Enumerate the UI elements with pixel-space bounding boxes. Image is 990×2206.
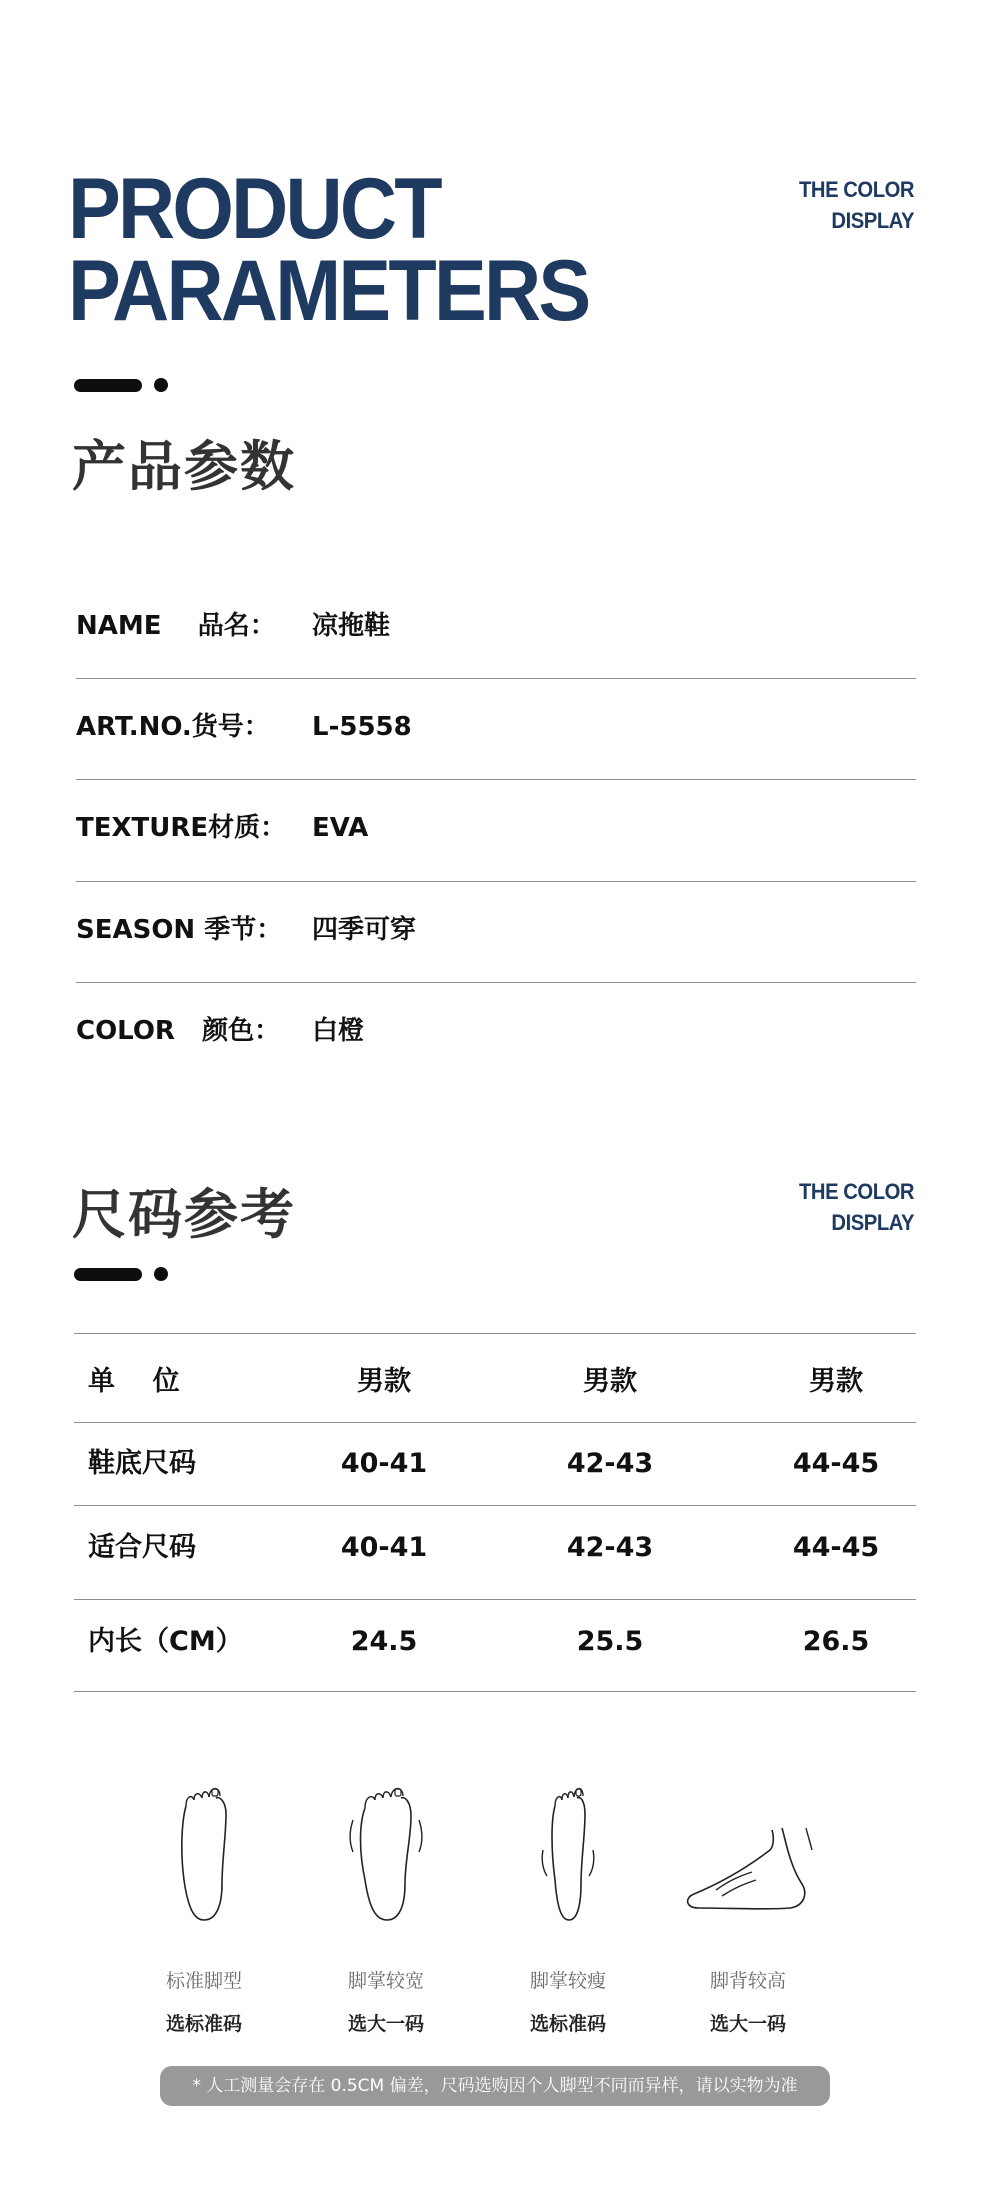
wide-forefoot-icon [316, 1780, 456, 1930]
table-cell: 44-45 [792, 1448, 880, 1479]
hero-title-line2: PARAMETERS [68, 243, 589, 339]
standard-foot-icon [134, 1780, 274, 1930]
size-tagline-line1: THE COLOR [798, 1179, 914, 1204]
decor-dot [154, 378, 168, 392]
table-bottom-border [74, 1691, 916, 1692]
foot-type-narrow [498, 1780, 638, 2036]
size-title: 尺码参考 [72, 1183, 296, 1246]
high-instep-icon [666, 1780, 830, 1930]
foot-size-advice: 选标准码 [529, 2013, 606, 2035]
table-cell: 24.5 [350, 1626, 418, 1657]
size-table [74, 1330, 916, 1420]
param-value: EVA [312, 813, 369, 843]
header-cell: 男款 [583, 1366, 637, 1397]
params-title: 产品参数 [72, 435, 296, 498]
hero-title-line1: PRODUCT [68, 161, 440, 257]
foot-size-advice: 选大一码 [347, 2013, 424, 2035]
size-table-header-row [74, 1330, 916, 1420]
tagline-line1: THE COLOR [798, 177, 914, 202]
tagline [799, 174, 914, 236]
size-table-row-fit [74, 1506, 916, 1590]
param-value: 白橙 [312, 1016, 365, 1046]
table-cell: 44-45 [792, 1532, 880, 1563]
param-label: NAME 品名： [76, 611, 276, 641]
decor-dot [154, 1267, 168, 1281]
table-cell: 40-41 [340, 1448, 428, 1479]
table-cell: 42-43 [566, 1532, 654, 1563]
param-label: TEXTURE材质： [76, 813, 287, 843]
foot-type-label: 脚掌较瘦 [529, 1970, 606, 1992]
measurement-note: * 人工测量会存在 0.5CM 偏差，尺码选购因个人脚型不同而异样，请以实物为准 [160, 2066, 830, 2106]
size-tagline-line2: DISPLAY [831, 1210, 914, 1235]
param-value: L-5558 [312, 712, 412, 742]
header-cell: 男款 [357, 1366, 411, 1397]
param-label: SEASON 季节： [76, 915, 283, 945]
table-cell: 42-43 [566, 1448, 654, 1479]
table-row [74, 1506, 916, 1590]
hero-title [68, 161, 589, 339]
foot-type-wide [316, 1780, 456, 2036]
table-row [74, 1422, 916, 1506]
param-row-season [76, 880, 916, 980]
foot-type-label: 标准脚型 [165, 1970, 242, 1992]
decor-pill [74, 379, 142, 392]
table-cell: 26.5 [802, 1626, 870, 1657]
foot-size-advice: 选标准码 [165, 2013, 242, 2035]
narrow-forefoot-icon [498, 1780, 638, 1930]
size-table-row-sole [74, 1422, 916, 1506]
param-value: 四季可穿 [312, 915, 417, 945]
param-row-texture [76, 778, 916, 878]
param-value: 凉拖鞋 [312, 611, 391, 641]
table-cell: 25.5 [576, 1626, 644, 1657]
foot-type-standard [134, 1780, 274, 2036]
param-label: COLOR 颜色： [76, 1016, 281, 1046]
row-label: 内长（CM） [88, 1626, 243, 1657]
param-row-art-no [76, 677, 916, 777]
table-row [74, 1600, 916, 1684]
header-cell: 男款 [809, 1366, 863, 1397]
table-cell: 40-41 [340, 1532, 428, 1563]
foot-type-high-instep [666, 1780, 830, 2036]
size-tagline [799, 1176, 914, 1238]
row-label: 适合尺码 [88, 1532, 196, 1563]
foot-type-label: 脚背较高 [709, 1970, 786, 1992]
decor-pill [74, 1268, 142, 1281]
foot-size-advice: 选大一码 [709, 2013, 786, 2035]
param-row-name [76, 576, 916, 676]
param-label: ART.NO.货号： [76, 712, 270, 742]
row-label: 鞋底尺码 [88, 1448, 196, 1479]
foot-type-label: 脚掌较宽 [347, 1970, 424, 1992]
header-cell-unit: 单 位 [88, 1366, 180, 1397]
tagline-line2: DISPLAY [831, 208, 914, 233]
size-table-row-length [74, 1600, 916, 1684]
param-row-color [76, 981, 916, 1081]
